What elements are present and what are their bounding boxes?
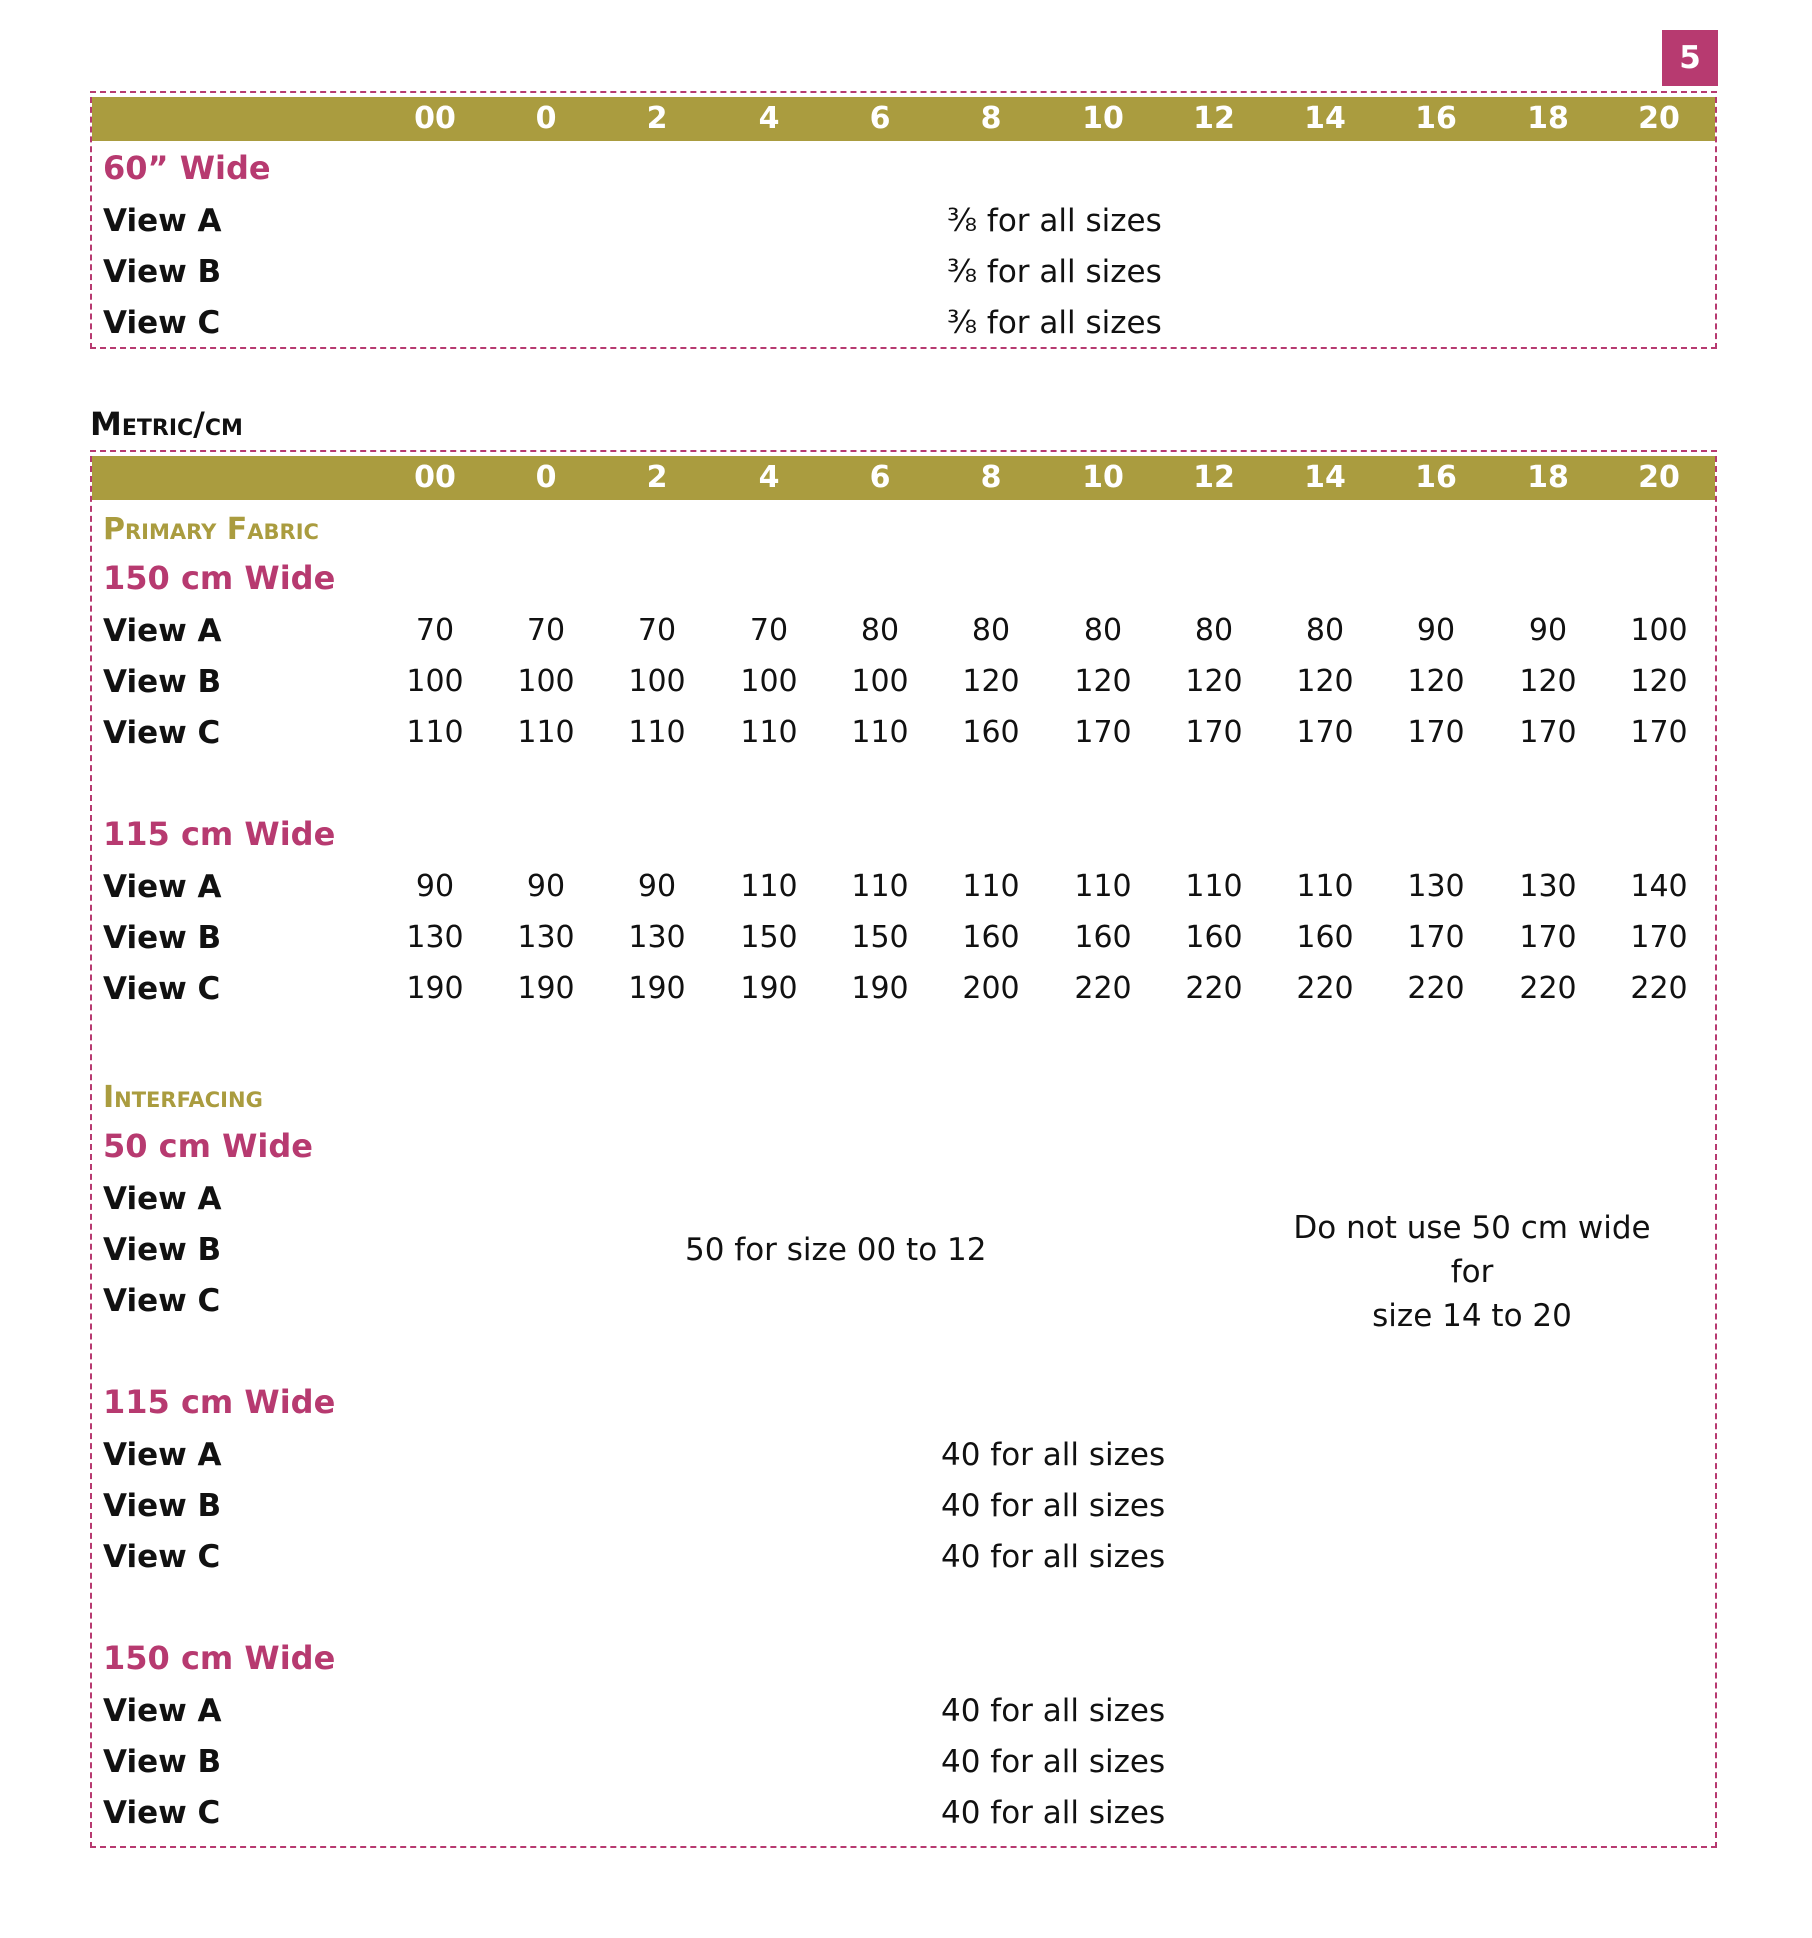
table-cell: 200	[962, 971, 1020, 1006]
table-row	[92, 964, 1715, 1014]
warning-line: size 14 to 20	[1372, 1298, 1572, 1334]
row-note: 50 for size 00 to 12	[685, 1232, 987, 1268]
table-cell: 120	[1296, 664, 1354, 699]
table-row	[92, 657, 1715, 707]
table-cell: 160	[1185, 920, 1243, 955]
width-heading-150cm-interfacing: 150 cm Wide	[103, 1639, 336, 1677]
row-label: View C	[103, 305, 221, 341]
table-cell: 70	[526, 613, 566, 648]
row-note: 40 for all sizes	[941, 1539, 1166, 1575]
table-cell: 150	[740, 920, 798, 955]
table-cell: 170	[1407, 920, 1465, 955]
size-header-bar	[92, 456, 1715, 500]
table-row	[92, 1737, 1715, 1787]
table-row	[92, 1481, 1715, 1531]
table-cell: 190	[851, 971, 909, 1006]
interfacing-50-warning	[1272, 1206, 1672, 1338]
table-cell: 170	[1519, 715, 1577, 750]
table-cell: 120	[1407, 664, 1465, 699]
table-cell: 220	[1407, 971, 1465, 1006]
table-cell: 120	[1519, 664, 1577, 699]
row-label: View B	[103, 920, 222, 956]
size-label: 6	[869, 101, 891, 136]
table-cell: 110	[851, 869, 909, 904]
width-heading-150cm: 150 cm Wide	[103, 559, 336, 597]
size-label: 0	[535, 101, 557, 136]
size-label: 16	[1415, 460, 1457, 495]
table-cell: 170	[1630, 920, 1688, 955]
width-heading-115cm-interfacing: 115 cm Wide	[103, 1383, 336, 1421]
size-label: 2	[646, 101, 668, 136]
table-cell: 160	[1074, 920, 1132, 955]
size-label: 8	[980, 460, 1002, 495]
table-cell: 190	[740, 971, 798, 1006]
table-cell: 90	[526, 869, 566, 904]
table-cell: 110	[851, 715, 909, 750]
table-cell: 70	[749, 613, 789, 648]
row-note: 40 for all sizes	[941, 1488, 1166, 1524]
table-cell: 220	[1074, 971, 1132, 1006]
table-cell: 130	[1407, 869, 1465, 904]
table-cell: 120	[1074, 664, 1132, 699]
row-label: View C	[103, 971, 221, 1007]
table-cell: 130	[406, 920, 464, 955]
table-cell: 130	[628, 920, 686, 955]
row-note: ⅜ for all sizes	[947, 254, 1162, 290]
table-cell: 100	[851, 664, 909, 699]
table-cell: 160	[962, 920, 1020, 955]
primary-fabric-subheading: Primary Fabric	[103, 512, 319, 547]
row-note: 40 for all sizes	[941, 1795, 1166, 1831]
table-cell: 220	[1519, 971, 1577, 1006]
table-cell: 80	[1305, 613, 1345, 648]
size-label: 2	[646, 460, 668, 495]
table-row	[92, 1686, 1715, 1736]
table-cell: 90	[637, 869, 677, 904]
size-label: 16	[1415, 101, 1457, 136]
row-label: View A	[103, 1181, 222, 1217]
table-cell: 70	[415, 613, 455, 648]
table-cell: 190	[406, 971, 464, 1006]
table-cell: 100	[740, 664, 798, 699]
table-cell: 170	[1074, 715, 1132, 750]
size-label: 20	[1638, 101, 1680, 136]
size-label: 8	[980, 101, 1002, 136]
table-cell: 110	[1296, 869, 1354, 904]
row-label: View A	[103, 613, 222, 649]
table-cell: 100	[406, 664, 464, 699]
size-label: 14	[1304, 101, 1346, 136]
table-cell: 110	[740, 715, 798, 750]
table-cell: 90	[1416, 613, 1456, 648]
size-label: 10	[1082, 460, 1124, 495]
row-label: View B	[103, 254, 222, 290]
interfacing-subheading: Interfacing	[103, 1080, 263, 1115]
imperial-tail-table	[90, 97, 1717, 349]
size-label: 0	[535, 460, 557, 495]
table-row	[92, 1430, 1715, 1480]
size-label: 12	[1193, 460, 1235, 495]
table-cell: 140	[1630, 869, 1688, 904]
row-label: View B	[103, 1232, 222, 1268]
table-row	[92, 708, 1715, 758]
table-row	[92, 1532, 1715, 1582]
table-cell: 220	[1185, 971, 1243, 1006]
table-cell: 100	[517, 664, 575, 699]
table-row	[92, 862, 1715, 912]
width-heading-50cm: 50 cm Wide	[103, 1127, 313, 1165]
row-note: 40 for all sizes	[941, 1437, 1166, 1473]
table-cell: 170	[1296, 715, 1354, 750]
table-cell: 110	[517, 715, 575, 750]
metric-table	[90, 456, 1717, 1848]
row-label: View B	[103, 664, 222, 700]
table-cell: 160	[1296, 920, 1354, 955]
table-cell: 90	[415, 869, 455, 904]
size-header-bar	[92, 97, 1715, 141]
table-cell: 120	[962, 664, 1020, 699]
table-row	[92, 298, 1715, 348]
row-label: View A	[103, 203, 222, 239]
row-label: View B	[103, 1744, 222, 1780]
row-note: 40 for all sizes	[941, 1693, 1166, 1729]
table-cell: 170	[1407, 715, 1465, 750]
row-note: 40 for all sizes	[941, 1744, 1166, 1780]
row-label: View C	[103, 715, 221, 751]
table-cell: 190	[628, 971, 686, 1006]
table-cell: 120	[1630, 664, 1688, 699]
table-cell: 160	[962, 715, 1020, 750]
width-heading-60in: 60” Wide	[103, 149, 271, 187]
size-label: 12	[1193, 101, 1235, 136]
table-cell: 190	[517, 971, 575, 1006]
width-heading-115cm: 115 cm Wide	[103, 815, 336, 853]
size-label: 4	[758, 460, 780, 495]
table-cell: 110	[1074, 869, 1132, 904]
table-cell: 110	[962, 869, 1020, 904]
table-cell: 110	[628, 715, 686, 750]
size-label: 4	[758, 101, 780, 136]
table-cell: 170	[1630, 715, 1688, 750]
row-note: ⅜ for all sizes	[947, 305, 1162, 341]
table-cell: 80	[1194, 613, 1234, 648]
table-cell: 130	[1519, 869, 1577, 904]
table-cell: 70	[637, 613, 677, 648]
table-row	[92, 1788, 1715, 1838]
table-cell: 220	[1630, 971, 1688, 1006]
size-label: 00	[414, 460, 456, 495]
table-cell: 80	[860, 613, 900, 648]
row-label: View A	[103, 1693, 222, 1729]
table-cell: 170	[1519, 920, 1577, 955]
table-cell: 110	[406, 715, 464, 750]
table-row	[92, 913, 1715, 963]
size-label: 14	[1304, 460, 1346, 495]
size-label: 6	[869, 460, 891, 495]
table-cell: 110	[1185, 869, 1243, 904]
size-label: 20	[1638, 460, 1680, 495]
size-label: 00	[414, 101, 456, 136]
table-cell: 130	[517, 920, 575, 955]
row-label: View C	[103, 1539, 221, 1575]
row-label: View A	[103, 1437, 222, 1473]
table-cell: 100	[628, 664, 686, 699]
size-label: 18	[1527, 460, 1569, 495]
table-cell: 120	[1185, 664, 1243, 699]
metric-section-title: Metric/cm	[90, 405, 243, 443]
table-cell: 220	[1296, 971, 1354, 1006]
table-row	[92, 196, 1715, 246]
table-cell: 80	[1083, 613, 1123, 648]
warning-line: Do not use 50 cm wide for	[1293, 1210, 1651, 1290]
size-label: 10	[1082, 101, 1124, 136]
table-cell: 90	[1528, 613, 1568, 648]
table-cell: 170	[1185, 715, 1243, 750]
row-label: View A	[103, 869, 222, 905]
row-note: ⅜ for all sizes	[947, 203, 1162, 239]
table-cell: 80	[971, 613, 1011, 648]
row-label: View B	[103, 1488, 222, 1524]
size-label: 18	[1527, 101, 1569, 136]
page-number-badge: 5	[1662, 30, 1718, 86]
table-row	[92, 606, 1715, 656]
table-cell: 150	[851, 920, 909, 955]
table-cell: 100	[1630, 613, 1688, 648]
row-label: View C	[103, 1283, 221, 1319]
row-label: View C	[103, 1795, 221, 1831]
table-cell: 110	[740, 869, 798, 904]
table-row	[92, 247, 1715, 297]
